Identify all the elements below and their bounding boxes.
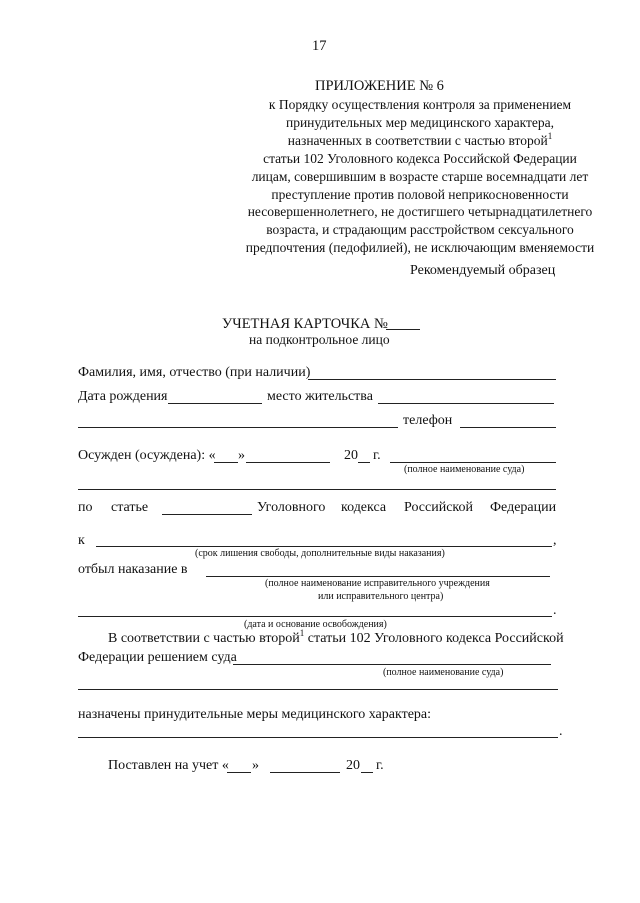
convicted-quote-close: »: [238, 448, 245, 463]
institution-caption-2: или исправительного центра): [318, 591, 444, 602]
convicted-month-field[interactable]: [246, 462, 330, 463]
convicted-year-field[interactable]: [358, 462, 370, 463]
recommended-sample: Рекомендуемый образец: [410, 263, 556, 278]
registered-label: Поставлен на учет «: [108, 758, 229, 773]
appendix-line: преступление против половой неприкосновенности: [271, 186, 569, 202]
accordance-text: В соответствии с частью второй$^1$ статьи 102 Уголовного кодекса Российской: [108, 628, 564, 646]
article-word: кодекса: [341, 500, 387, 515]
punishment-comma: ,: [553, 533, 557, 548]
convicted-court-field[interactable]: [390, 462, 556, 463]
registered-year-field[interactable]: [361, 772, 373, 773]
measures-field[interactable]: [78, 737, 558, 738]
decision-court-field[interactable]: [233, 664, 551, 665]
dob-field[interactable]: [168, 403, 262, 404]
phone-label: телефон: [403, 413, 453, 428]
card-subtitle: на подконтрольное лицо: [249, 332, 390, 347]
measures-period: .: [559, 724, 563, 739]
residence-label: место жительства: [267, 389, 373, 404]
card-title: УЧЕТНАЯ КАРТОЧКА №: [222, 316, 388, 332]
article-number-field[interactable]: [162, 514, 252, 515]
accordance-court-label: Федерации решением суда: [78, 650, 237, 665]
appendix-line: статьи 102 Уголовного кодекса Российской Федерации: [263, 150, 577, 166]
appendix-text: [150, 96, 640, 257]
article-word: по: [78, 500, 93, 515]
fio-field[interactable]: [308, 379, 556, 380]
court-continuation-field[interactable]: [78, 489, 556, 490]
appendix-title: ПРИЛОЖЕНИЕ № 6: [315, 78, 444, 94]
convicted-label: Осужден (осуждена): «: [78, 448, 216, 463]
measures-label: назначены принудительные меры медицинского характера:: [78, 707, 432, 722]
appendix-line: принудительных мер медицинского характера,: [285, 114, 555, 130]
punishment-field[interactable]: [96, 546, 552, 547]
fio-label: Фамилия, имя, отчество (при наличии): [78, 365, 311, 380]
article-word: Уголовного: [257, 500, 326, 515]
institution-field[interactable]: [206, 576, 550, 577]
appendix-line: назначенных в соответствии с частью второй$^1$: [287, 130, 553, 148]
page-number: 17: [312, 38, 327, 54]
court-caption-2: (полное наименование суда): [383, 667, 504, 678]
dob-label: Дата рождения: [78, 389, 168, 404]
k-label: к: [78, 533, 85, 548]
decision-court-continuation-field[interactable]: [78, 689, 558, 690]
release-period: .: [553, 603, 557, 618]
address-field[interactable]: [78, 427, 398, 428]
appendix-line: предпочтения (педофилией), не исключающим вменяемости: [245, 240, 595, 256]
appendix-line: несовершеннолетнего, не достигшего четырнадцатилетнего: [247, 204, 593, 220]
residence-field[interactable]: [378, 403, 554, 404]
convicted-day-field[interactable]: [214, 462, 238, 463]
punishment-caption: (срок лишения свободы, дополнительные виды наказания): [195, 548, 445, 559]
article-word: статье: [111, 500, 149, 515]
registered-day-field[interactable]: [227, 772, 251, 773]
served-label: отбыл наказание в: [78, 562, 188, 577]
registered-year-suffix: г.: [376, 758, 384, 773]
footnote-mark: 1: [299, 628, 305, 638]
convicted-year-prefix: 20: [344, 448, 358, 463]
phone-field[interactable]: [460, 427, 556, 428]
appendix-line: лицам, совершившим в возрасте старше восемнадцати лет: [251, 168, 589, 184]
convicted-year-suffix: г.: [373, 448, 381, 463]
article-word: Российской: [404, 500, 473, 515]
card-number-field[interactable]: [386, 329, 420, 330]
registered-quote-close: »: [252, 758, 259, 773]
court-caption: (полное наименование суда): [404, 464, 525, 475]
article-word: Федерации: [490, 500, 557, 515]
appendix-line: возраста, и страдающим расстройством сексуального: [266, 222, 574, 238]
release-field[interactable]: [78, 616, 552, 617]
appendix-line: к Порядку осуществления контроля за применением: [268, 97, 572, 112]
registered-month-field[interactable]: [270, 772, 340, 773]
institution-caption-1: (полное наименование исправительного учреждения: [265, 578, 490, 589]
footnote-mark: 1: [547, 130, 553, 141]
registered-year-prefix: 20: [346, 758, 360, 773]
release-caption: (дата и основание освобождения): [244, 619, 387, 630]
